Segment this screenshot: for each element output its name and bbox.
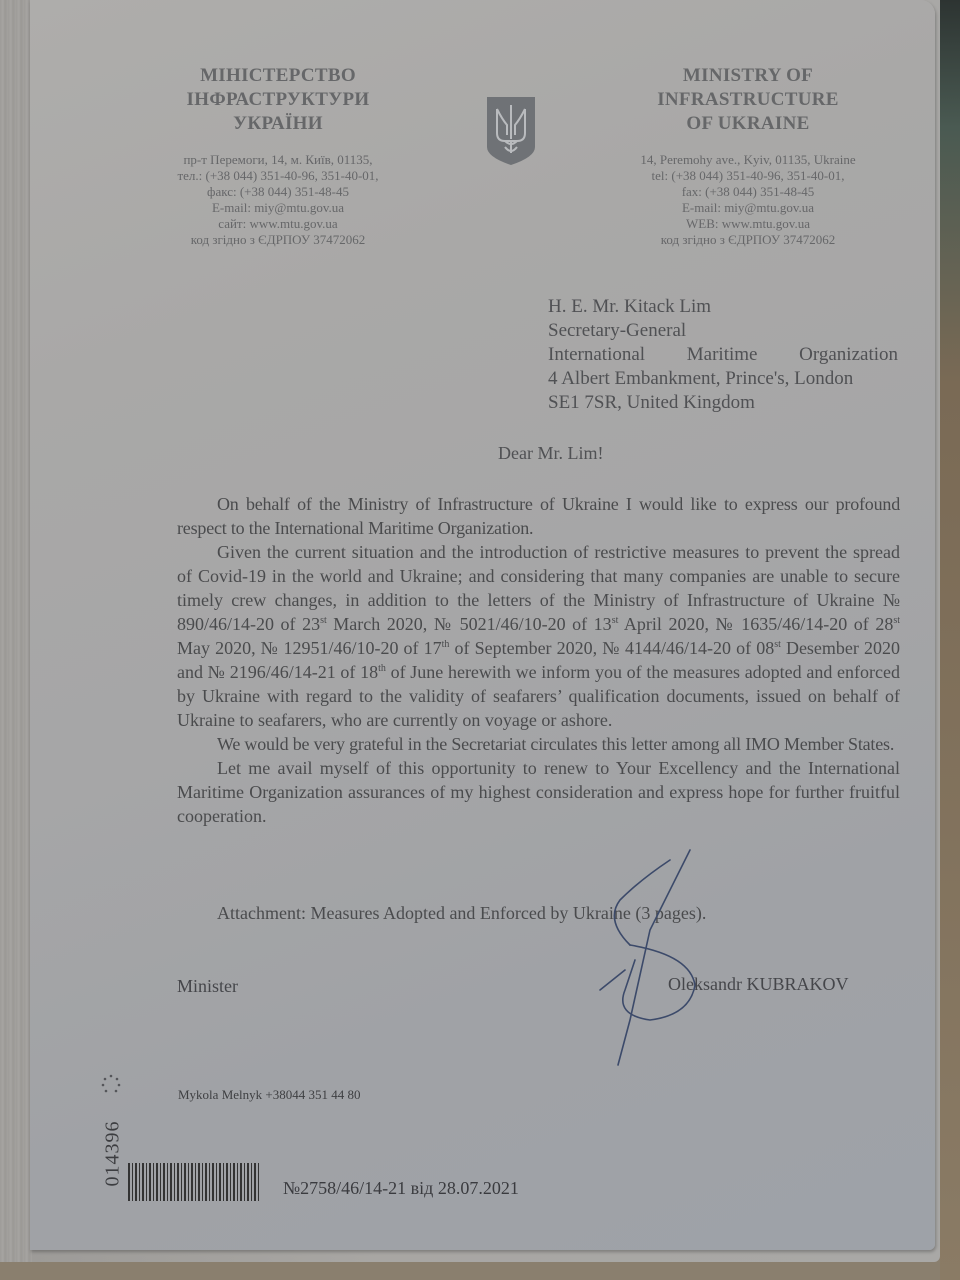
barcode <box>128 1163 260 1201</box>
fax-line: fax: (+38 044) 351-48-45 <box>681 184 815 199</box>
letter-body <box>177 492 900 828</box>
fax-line: факс: (+38 044) 351-48-45 <box>207 184 349 199</box>
dotted-mark-icon <box>100 1073 122 1095</box>
ministry-name-ua <box>148 64 408 136</box>
phone-line: tel: (+38 044) 351-40-96, 351-40-01, <box>651 168 845 183</box>
address-line: пр-т Перемоги, 14, м. Київ, 01135, <box>183 152 373 167</box>
registration-number: 014396 <box>101 1120 124 1187</box>
addressee-name: H. E. Mr. Kitack Lim <box>548 296 712 317</box>
org-word: Maritime <box>686 344 758 365</box>
addressee-street: 4 Albert Embankment, Prince's, London <box>548 368 854 389</box>
contact-details-en <box>618 152 878 248</box>
body-paragraph-3: We would be very grateful in the Secretariat circulates this letter among all IMO Member States. <box>217 734 895 754</box>
body-paragraph-4: Let me avail myself of this opportunity to renew to Your Excellency and the International Maritime Organization assurances of my highest consideration and express hope for further fruitful cooperation. <box>177 758 900 826</box>
paper-stack-edge <box>0 0 32 1262</box>
body-paragraph-1: On behalf of the Ministry of Infrastructure of Ukraine I would like to express our profound respect to the International Maritime Organization. <box>177 494 900 538</box>
text-run: of September 2020, № 4144/46/14-20 of 08 <box>449 638 775 658</box>
email-line: E-mail: miy@mtu.gov.ua <box>211 200 345 215</box>
email-line: E-mail: miy@mtu.gov.ua <box>681 200 815 215</box>
org-word: Organization <box>799 344 898 365</box>
title-line: OF UKRAINE <box>686 113 810 134</box>
addressee-organization <box>548 343 898 367</box>
text-run: April 2020, № 1635/46/14-20 of 28 <box>618 614 894 634</box>
signatory-name: Oleksandr KUBRAKOV <box>668 974 849 994</box>
org-word: International <box>548 344 646 365</box>
letterhead-ukrainian <box>148 64 408 248</box>
ordinal-suffix: st <box>774 639 781 650</box>
executor-contact: Mykola Melnyk +38044 351 44 80 <box>178 1087 361 1102</box>
ministry-name-en <box>618 64 878 136</box>
ordinal-suffix: th <box>441 639 450 650</box>
ordinal-suffix: st <box>611 615 619 626</box>
text-run: Desember 2020 and № 2196/46/14-21 of 18 <box>177 638 900 682</box>
signatory-title: Minister <box>177 976 238 996</box>
edrpou-code-line: код згідно з ЄДРПОУ 37472062 <box>660 232 836 247</box>
text-run: March 2020, № 5021/46/10-20 of 13 <box>326 614 612 634</box>
attachment-note: Attachment: Measures Adopted and Enforced by Ukraine (3 pages). <box>217 903 707 923</box>
text-run: Given the current situation and the introduction of restrictive measures to prevent the spread of Covid-19 in the world and Ukraine; and considering that many companies are unable to secure timely crew changes, in addition to the letters of the Ministry of Infrastructure of Ukraine № 890/46/14-20 of 23 <box>177 542 900 634</box>
salutation: Dear Mr. Lim! <box>498 443 604 463</box>
title-line: УКРАЇНИ <box>233 113 323 134</box>
address-line: 14, Peremohy ave., Kyiv, 01135, Ukraine <box>640 152 856 167</box>
title-line: MINISTRY OF <box>682 65 814 86</box>
text-run: of June herewith we inform you of the measures adopted and enforced by Ukraine with regard to the validity of seafarers’ qualification documents, issued on behalf of Ukraine to seafarers, who are currently on voyage or ashore. <box>177 662 900 730</box>
trident-coat-of-arms-icon <box>485 95 537 167</box>
background-surface <box>940 0 960 1280</box>
ordinal-suffix: th <box>378 663 386 674</box>
website-line: WEB: www.mtu.gov.ua <box>686 216 810 231</box>
outgoing-number-and-date: №2758/46/14-21 від 28.07.2021 <box>283 1178 519 1198</box>
letter-page <box>30 0 935 1250</box>
contact-details-ua <box>148 152 408 248</box>
phone-line: тел.: (+38 044) 351-40-96, 351-40-01, <box>177 168 379 183</box>
title-line: INFRASTRUCTURE <box>657 89 839 110</box>
letterhead-english <box>618 64 878 248</box>
website-line: сайт: www.mtu.gov.ua <box>218 216 338 231</box>
addressee-postcode-country: SE1 7SR, United Kingdom <box>548 392 755 413</box>
ordinal-suffix: st <box>320 615 327 626</box>
handwritten-signature <box>580 840 760 1070</box>
ordinal-suffix: st <box>893 615 900 626</box>
edrpou-code-line: код згідно з ЄДРПОУ 37472062 <box>190 232 366 247</box>
body-paragraph-2 <box>177 540 900 732</box>
title-line: МІНІСТЕРСТВО <box>200 65 356 86</box>
title-line: ІНФРАСТРУКТУРИ <box>186 89 370 110</box>
addressee-title: Secretary-General <box>548 320 687 341</box>
text-run: May 2020, № 12951/46/10-20 of 17 <box>177 638 442 658</box>
registration-number-stamp <box>100 1106 126 1202</box>
addressee-block <box>548 295 898 415</box>
